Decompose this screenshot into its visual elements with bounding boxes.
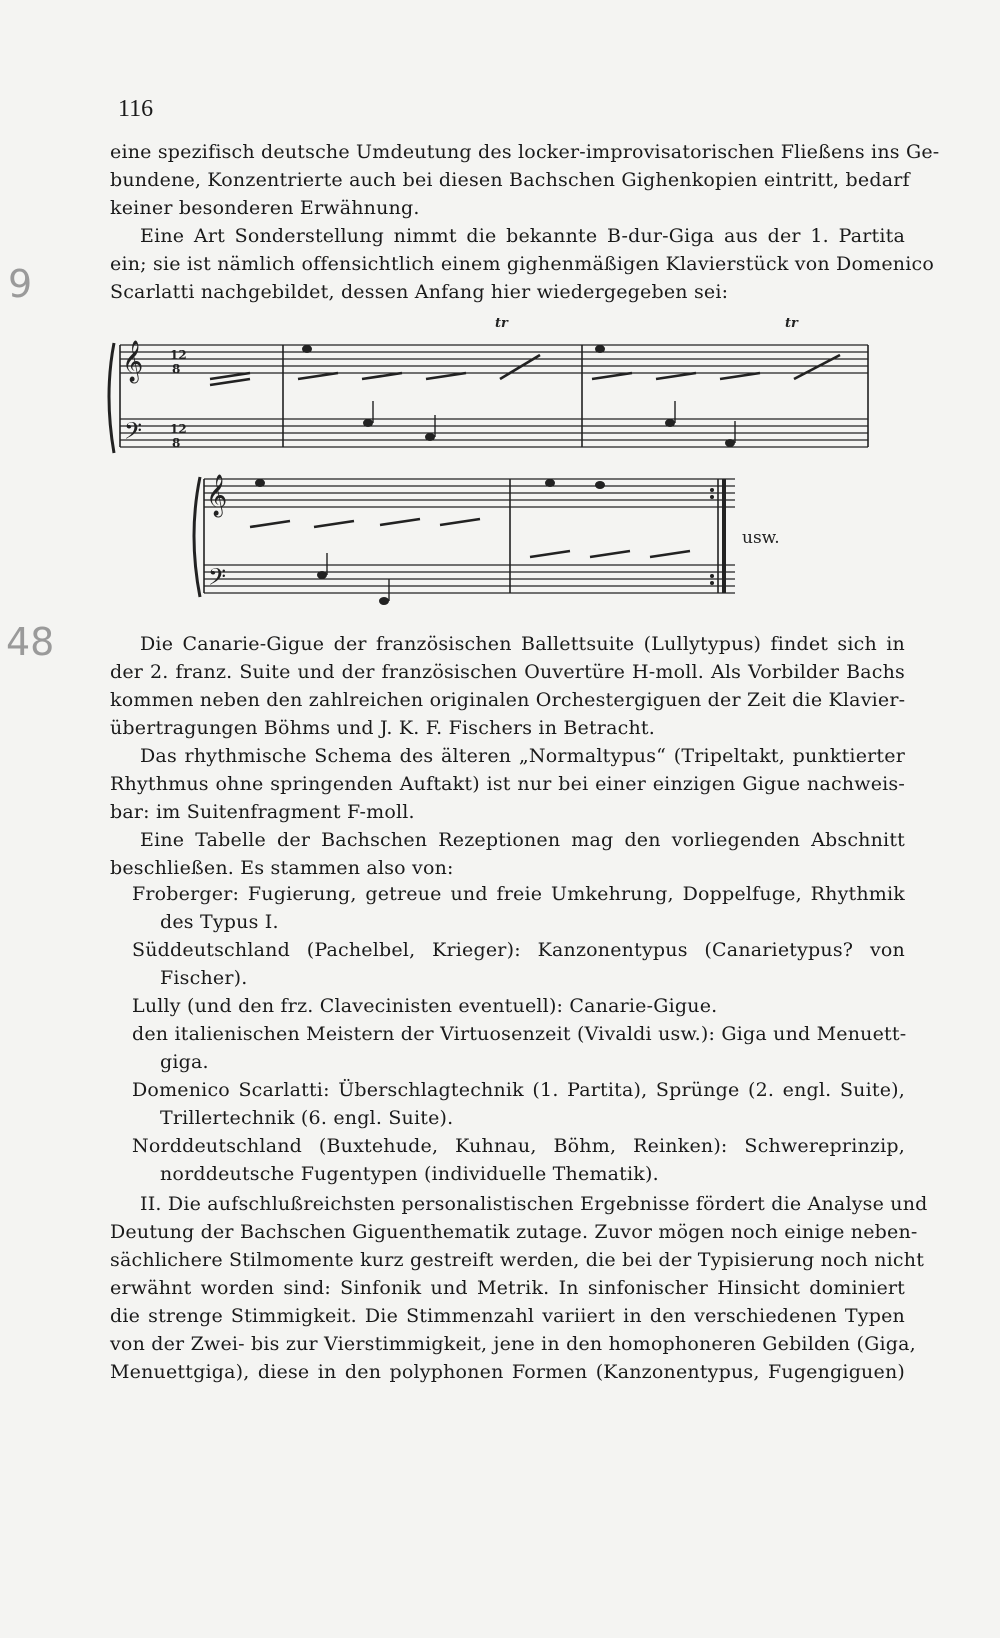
text-line: Eine Tabelle der Bachschen Rezeptionen mag den vorliegenden Abschnitt xyxy=(140,829,905,851)
trill-mark: tr xyxy=(785,316,798,331)
trill-mark: tr xyxy=(495,316,508,331)
system-1 xyxy=(109,316,868,453)
list-item: Fischer). xyxy=(160,967,248,989)
list-item: Trillertechnik (6. engl. Suite). xyxy=(160,1107,454,1129)
system-2 xyxy=(194,474,780,605)
text-line: Deutung der Bachschen Giguenthematik zutage. Zuvor mögen noch einige neben- xyxy=(110,1221,918,1243)
time-signature-top: 12 xyxy=(170,422,187,436)
brace xyxy=(109,343,114,453)
bass-clef-icon: 𝄢 xyxy=(208,563,227,596)
paragraph-section-ii xyxy=(110,1190,928,1386)
list-item: giga. xyxy=(160,1051,209,1073)
list-item: Norddeutschland (Buxtehude, Kuhnau, Böhm, Reinken): Schwereprinzip, xyxy=(132,1135,905,1157)
text-line: Rhythmus ohne springenden Auftakt) ist nur bei einer einzigen Gigue nachweis- xyxy=(110,773,905,795)
paragraph-intro xyxy=(110,138,940,306)
treble-notes xyxy=(210,345,840,385)
treble-staff xyxy=(120,345,868,373)
text-line: sächlichere Stilmomente kurz gestreift werden, die bei der Typisierung noch nicht xyxy=(110,1249,925,1271)
time-signature-bottom: 8 xyxy=(172,362,181,376)
list-item: Lully (und den frz. Clavecinisten eventuell): Canarie-Gigue. xyxy=(132,995,718,1017)
text-line: II. Die aufschlußreichsten personalistischen Ergebnisse fördert die Analyse und xyxy=(140,1193,928,1215)
music-example xyxy=(100,316,910,625)
text-line: die strenge Stimmigkeit. Die Stimmenzahl variiert in den verschiedenen Typen xyxy=(110,1305,905,1327)
text-line: Die Canarie-Gigue der französischen Ballettsuite (Lullytypus) findet sich in xyxy=(140,633,905,655)
list-item: norddeutsche Fugentypen (individuelle Thematik). xyxy=(160,1163,659,1185)
bass-staff xyxy=(204,565,735,593)
text-line: Eine Art Sonderstellung nimmt die bekannte B-dur-Giga aus der 1. Partita xyxy=(140,225,905,247)
text-line: von der Zwei- bis zur Vierstimmigkeit, jene in den homophoneren Gebilden (Giga, xyxy=(110,1333,916,1355)
text-line: erwähnt worden sind: Sinfonik und Metrik. In sinfonischer Hinsicht dominiert xyxy=(110,1277,905,1299)
bass-notes xyxy=(317,551,690,605)
list-item: Domenico Scarlatti: Überschlagtechnik (1. Partita), Sprünge (2. engl. Suite), xyxy=(132,1079,905,1101)
usw-label: usw. xyxy=(742,528,780,548)
text-line: ein; sie ist nämlich offensichtlich einem gighenmäßigen Klavierstück von Domenico xyxy=(110,253,934,275)
text-line: eine spezifisch deutsche Umdeutung des locker-improvisatorischen Fließens ins Ge- xyxy=(110,141,940,163)
time-signature-top: 12 xyxy=(170,348,187,362)
treble-clef-icon: 𝄞 xyxy=(122,341,144,382)
text-line: keiner besonderen Erwähnung. xyxy=(110,197,420,219)
treble-staff xyxy=(204,479,735,507)
paragraph-canarie xyxy=(110,630,905,882)
brace xyxy=(194,477,200,597)
bass-clef-icon: 𝄢 xyxy=(124,417,143,450)
list-item: den italienischen Meistern der Virtuosenzeit (Vivaldi usw.): Giga und Menuett- xyxy=(132,1023,907,1045)
treble-clef-icon: 𝄞 xyxy=(206,475,228,516)
text-line: beschließen. Es stammen also von: xyxy=(110,857,454,879)
text-line: Das rhythmische Schema des älteren „Normaltypus“ (Tripeltakt, punktierter xyxy=(140,745,905,767)
text-line: übertragungen Böhms und J. K. F. Fischers in Betracht. xyxy=(110,717,655,739)
list-item: Süddeutschland (Pachelbel, Krieger): Kanzonentypus (Canarietypus? von xyxy=(132,939,905,961)
text-line: der 2. franz. Suite und der französischen Ouvertüre H-moll. Als Vorbilder Bachs xyxy=(110,661,905,683)
bass-staff xyxy=(120,419,868,447)
margin-note-pencil: 9 xyxy=(8,262,33,306)
list-item: Froberger: Fugierung, getreue und freie Umkehrung, Doppelfuge, Rhythmik xyxy=(132,883,905,905)
text-line: kommen neben den zahlreichen originalen Orchestergiguen der Zeit die Klavier- xyxy=(110,689,906,711)
text-line: bundene, Konzentrierte auch bei diesen Bachschen Gighenkopien eintritt, bedarf xyxy=(110,169,910,191)
reception-list xyxy=(110,880,905,1188)
list-item: des Typus I. xyxy=(160,911,279,933)
text-line: Menuettgiga), diese in den polyphonen Formen (Kanzonentypus, Fugengiguen) xyxy=(110,1361,905,1383)
time-signature-bottom: 8 xyxy=(172,436,181,450)
margin-note-pencil: 48 xyxy=(6,620,55,664)
page-number: 116 xyxy=(118,96,154,122)
text-line: bar: im Suitenfragment F-moll. xyxy=(110,801,415,823)
text-line: Scarlatti nachgebildet, dessen Anfang hier wiedergegeben sei: xyxy=(110,281,729,303)
